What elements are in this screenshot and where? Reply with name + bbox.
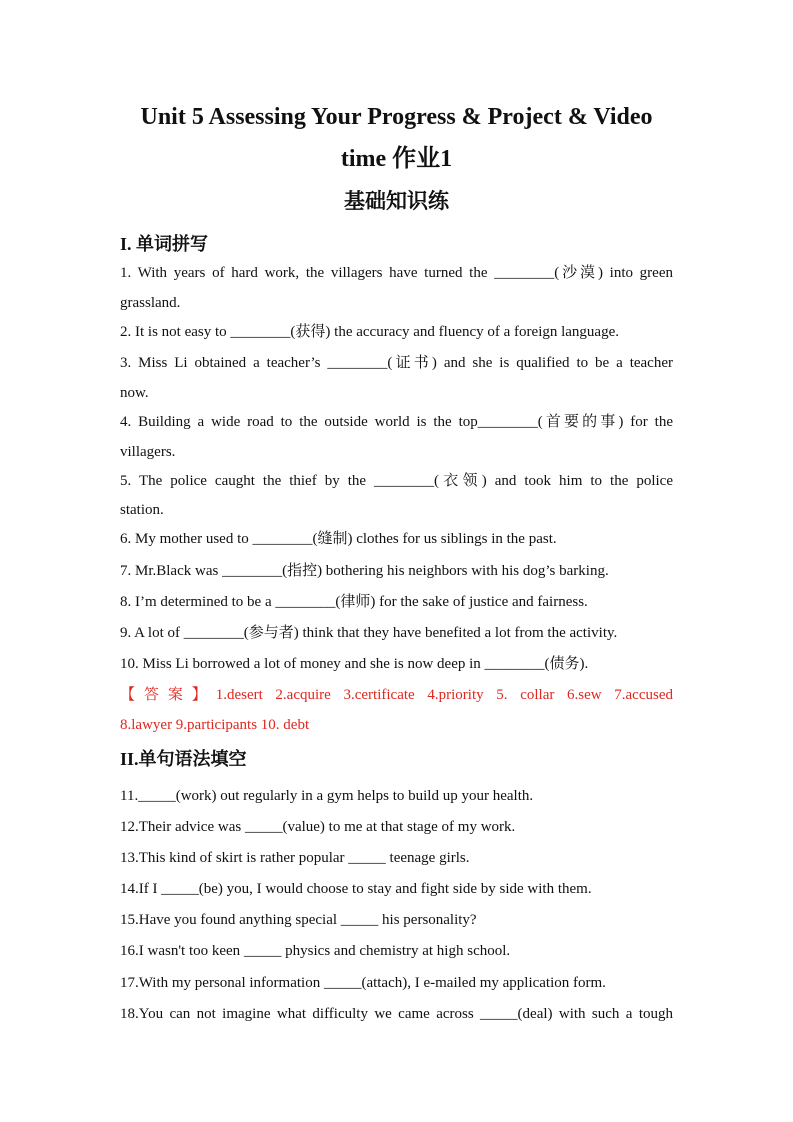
question-4-line-2: villagers. (120, 444, 176, 460)
question-1-line-1: 1. With years of hard work, the villagers have turned the ________(沙漠) into green (120, 265, 673, 281)
subtitle: 基础知识练 (344, 189, 449, 213)
question-8: 8. I’m determined to be a ________(律师) for the sake of justice and fairness. (120, 594, 588, 610)
answer-key-line-1: 【答案】1.desert 2.acquire 3.certificate 4.priority 5. collar 6.sew 7.accused (120, 687, 673, 703)
question-12: 12.Their advice was _____(value) to me at that stage of my work. (120, 819, 516, 835)
question-18: 18.You can not imagine what difficulty we came across _____(deal) with such a tough (120, 1006, 673, 1022)
answer-key-line-2: 8.lawyer 9.participants 10. debt (120, 717, 310, 733)
question-6: 6. My mother used to ________(缝制) clothes for us siblings in the past. (120, 531, 557, 547)
question-15: 15.Have you found anything special _____ his personality? (120, 912, 477, 928)
question-5-line-2: station. (120, 502, 164, 518)
question-3-line-1: 3. Miss Li obtained a teacher’s ________(证书) and she is qualified to be a teacher (120, 355, 673, 371)
question-1-line-2: grassland. (120, 295, 181, 311)
question-2: 2. It is not easy to ________(获得) the accuracy and fluency of a foreign language. (120, 324, 619, 340)
question-13: 13.This kind of skirt is rather popular _____ teenage girls. (120, 850, 470, 866)
question-7: 7. Mr.Black was ________(指控) bothering his neighbors with his dog’s barking. (120, 563, 609, 579)
title-line-2: time 作业1 (340, 146, 453, 172)
section-1-heading: I. 单词拼写 (120, 234, 209, 254)
question-16: 16.I wasn't too keen _____ physics and chemistry at high school. (120, 943, 511, 959)
question-5-line-1: 5. The police caught the thief by the ________(衣领) and took him to the police (120, 473, 673, 489)
question-10: 10. Miss Li borrowed a lot of money and she is now deep in ________(债务). (120, 656, 589, 672)
question-3-line-2: now. (120, 385, 149, 401)
section-2-heading: II.单句语法填空 (120, 749, 247, 769)
question-11: 11._____(work) out regularly in a gym helps to build up your health. (120, 788, 534, 804)
question-4-line-1: 4. Building a wide road to the outside world is the top________(首要的事) for the (120, 414, 673, 430)
question-14: 14.If I _____(be) you, I would choose to stay and fight side by side with them. (120, 881, 592, 897)
title-line-1: Unit 5 Assessing Your Progress & Project & Video (140, 104, 653, 130)
question-17: 17.With my personal information _____(attach), I e-mailed my application form. (120, 975, 606, 991)
question-9: 9. A lot of ________(参与者) think that they have benefited a lot from the activity. (120, 625, 618, 641)
